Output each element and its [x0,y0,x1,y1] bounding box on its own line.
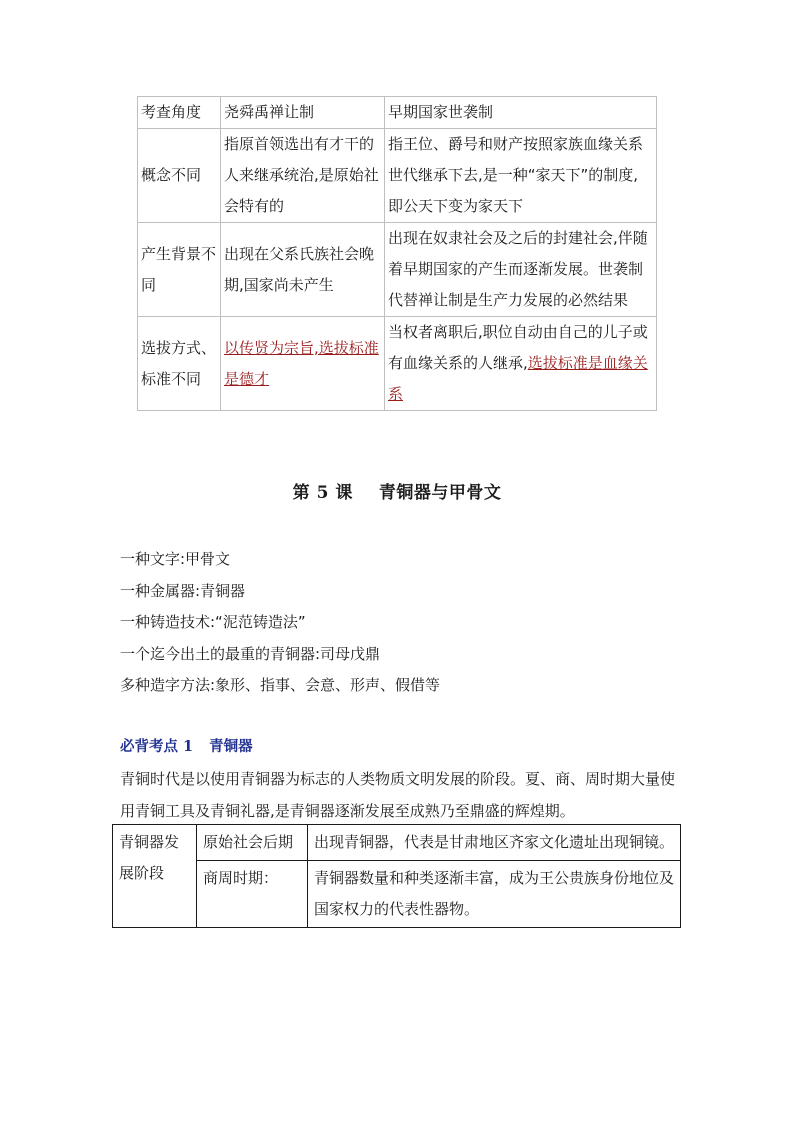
row-label: 产生背景不同 [138,223,221,317]
facts-list [120,544,440,702]
row-label: 选拔方式、标准不同 [138,317,221,411]
highlighted-text: 以传贤为宗旨,选拔标准是德才 [224,338,379,388]
cell-text: 当权者离职后,职位自动由自己的儿子或有血缘关系的人继承, [388,323,648,372]
table-row [138,129,657,223]
period-cell: 原始社会后期 [197,825,308,861]
lesson-title [0,478,794,503]
header-cell: 考查角度 [138,97,221,129]
section-label: 必背考点 1 [120,738,194,755]
table-row [138,317,657,411]
list-item: 一种金属器:青铜器 [120,581,246,600]
table-row [138,223,657,317]
list-item: 多种造字方法:象形、指事、会意、形声、假借等 [120,676,441,695]
comparison-table [137,96,657,411]
hereditary-cell: 出现在奴隶社会及之后的封建社会,伴随着早期国家的产生而逐渐发展。世袭制代替禅让制是生产力发展的必然结果 [385,223,657,317]
description-cell: 青铜器数量和种类逐渐丰富，成为王公贵族身份地位及国家权力的代表性器物。 [308,861,681,928]
lesson-number: 第 5 课 [292,483,353,503]
lesson-name: 青铜器与甲骨文 [378,483,502,503]
description-cell: 出现青铜器，代表是甘肃地区齐家文化遗址出现铜镜。 [308,825,681,861]
list-item: 一种文字:甲骨文 [120,550,231,568]
table-row [113,861,681,928]
section-heading [120,735,253,756]
hereditary-cell [385,317,657,411]
list-item: 一个迄今出土的最重的青铜器:司母戊鼎 [120,644,381,663]
abdication-cell [221,317,385,411]
row-label: 概念不同 [138,129,221,223]
section-topic: 青铜器 [209,738,253,755]
stage-label: 青铜器发展阶段 [113,825,197,928]
header-cell: 早期国家世袭制 [385,97,657,129]
abdication-cell: 出现在父系氏族社会晚期,国家尚未产生 [221,223,385,317]
abdication-cell: 指原首领选出有才干的人来继承统治,是原始社会特有的 [221,129,385,223]
highlighted-text: 选拔标准是血缘关系 [388,354,648,403]
hereditary-cell: 指王位、爵号和财产按照家族血缘关系世代继承下去,是一种“家天下”的制度,即公天下变为家天下 [385,129,657,223]
header-cell: 尧舜禹禅让制 [221,97,385,129]
table-header-row [138,97,657,129]
list-item: 一种铸造技术:“泥范铸造法” [120,613,306,632]
table-row [113,825,681,861]
bronze-stage-table [112,824,681,928]
body-paragraph: 青铜时代是以使用青铜器为标志的人类物质文明发展的阶段。夏、商、周时期大量使用青铜工具及青铜礼器,是青铜器逐渐发展至成熟乃至鼎盛的辉煌期。 [120,770,676,820]
period-cell: 商周时期： [197,861,308,928]
